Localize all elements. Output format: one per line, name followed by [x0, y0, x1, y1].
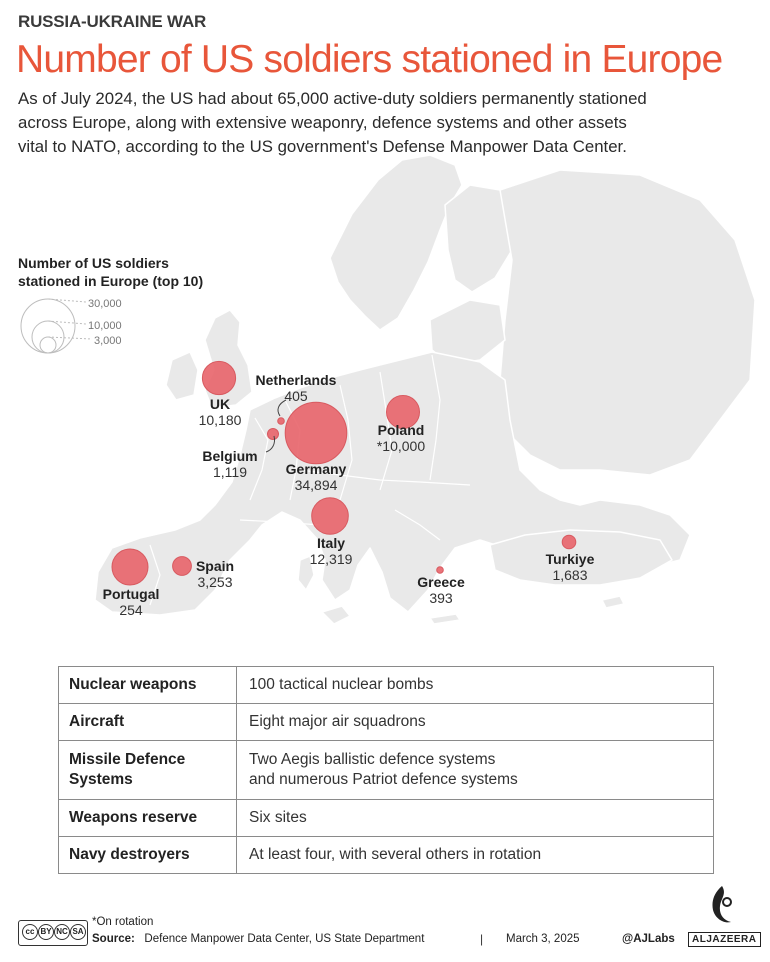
row-key: Aircraft [59, 704, 237, 741]
by-icon: BY [38, 924, 54, 940]
row-value: Eight major air squadrons [237, 704, 714, 741]
row-key [59, 741, 237, 800]
label-italy [302, 535, 360, 567]
legend-label-10000: 10,000 [88, 320, 122, 332]
assets-table [58, 666, 714, 874]
country-value: 1,683 [552, 567, 588, 583]
country-name: Greece [417, 574, 465, 590]
row-value: Six sites [237, 800, 714, 837]
row-key: Nuclear weapons [59, 667, 237, 704]
legend-label-30000: 30,000 [88, 298, 122, 310]
label-spain [188, 558, 242, 590]
country-name: Belgium [202, 448, 258, 464]
row-value [237, 741, 714, 800]
row-key-line: Missile Defence [69, 751, 186, 768]
country-name: Germany [285, 461, 347, 477]
label-portugal [93, 586, 169, 618]
intro-line: across Europe, along with extensive weaponry, defence systems and other assets [18, 113, 627, 132]
publish-date: March 3, 2025 [506, 933, 580, 945]
bubble-portugal [112, 549, 148, 585]
table-row [59, 837, 714, 874]
row-key: Weapons reserve [59, 800, 237, 837]
legend-circle-30000 [21, 299, 75, 353]
country-name: Turkiye [545, 551, 595, 567]
bubble-uk [202, 361, 235, 394]
intro-line: As of July 2024, the US had about 65,000 active-duty soldiers permanently stationed [18, 89, 647, 108]
sa-icon: SA [70, 924, 86, 940]
bubble-germany [285, 402, 347, 464]
land-masses [95, 155, 755, 624]
country-name: Portugal [102, 586, 160, 602]
land-crete [430, 614, 460, 624]
country-name: Spain [195, 558, 235, 574]
country-name: Netherlands [255, 372, 337, 388]
label-poland [366, 422, 436, 454]
legend-leader [48, 299, 86, 302]
land-sicily [322, 606, 350, 624]
ajlabs-handle: @AJLabs [622, 933, 675, 945]
label-netherlands [244, 372, 348, 404]
land-scandinavia [330, 155, 462, 330]
legend-leader [48, 337, 92, 339]
country-value: 34,894 [294, 477, 338, 493]
legend-circles [21, 299, 92, 353]
label-belgium [190, 448, 270, 480]
row-value: 100 tactical nuclear bombs [237, 667, 714, 704]
intro-line: vital to NATO, according to the US government's Defense Manpower Data Center. [18, 137, 627, 156]
country-name: UK [209, 396, 231, 412]
table-row [59, 704, 714, 741]
country-value: *10,000 [376, 438, 426, 454]
land-north-russia [500, 170, 755, 475]
creative-commons-badge [18, 920, 88, 946]
intro-text [18, 87, 758, 159]
bubble-turkiye [562, 535, 576, 549]
country-value: 1,119 [213, 464, 247, 480]
table-row [59, 667, 714, 704]
bubble-italy [312, 498, 349, 535]
label-greece [408, 574, 474, 606]
label-germany [276, 461, 356, 493]
country-value: 10,180 [198, 412, 242, 428]
row-value-line: Two Aegis ballistic defence systems [249, 751, 496, 768]
country-value: 3,253 [197, 574, 233, 590]
legend-label-3000: 3,000 [94, 335, 122, 347]
source-label: Source: [92, 933, 135, 945]
country-value: 12,319 [309, 551, 353, 567]
label-turkiye [532, 551, 608, 583]
bubble-netherlands [278, 418, 285, 425]
country-value: 254 [119, 602, 143, 618]
table-row [59, 741, 714, 800]
europe-map [0, 150, 770, 650]
rotation-note: *On rotation [92, 916, 154, 928]
legend-circle-3000 [40, 337, 56, 353]
footer-separator: | [480, 932, 484, 946]
page-title: Number of US soldiers stationed in Europe [16, 38, 723, 81]
country-name: Italy [316, 535, 345, 551]
nc-icon: NC [54, 924, 70, 940]
kicker: RUSSIA-UKRAINE WAR [18, 12, 207, 31]
label-uk [194, 396, 246, 428]
country-value: 393 [429, 590, 453, 606]
land-cyprus [602, 596, 624, 608]
bubble-greece [437, 567, 444, 574]
cc-icon: cc [22, 924, 38, 940]
bubble-belgium [268, 429, 279, 440]
legend-labels [88, 298, 122, 347]
legend-title-line: stationed in Europe (top 10) [18, 273, 204, 289]
source-text: Defence Manpower Data Center, US State Department [144, 933, 425, 945]
row-key: Navy destroyers [59, 837, 237, 874]
aljazeera-logo-icon [703, 884, 741, 928]
row-value: At least four, with several others in rotation [237, 837, 714, 874]
land-ireland [166, 352, 198, 400]
aljazeera-logo: ALJAZEERA [688, 932, 761, 947]
legend-title [18, 254, 203, 290]
country-name: Poland [377, 422, 425, 438]
row-key-line: Systems [69, 771, 133, 788]
table-row [59, 800, 714, 837]
row-value-line: and numerous Patriot defence systems [249, 771, 518, 788]
country-value: 405 [284, 388, 308, 404]
source-line [92, 933, 424, 945]
legend-title-line: Number of US soldiers [18, 255, 169, 271]
